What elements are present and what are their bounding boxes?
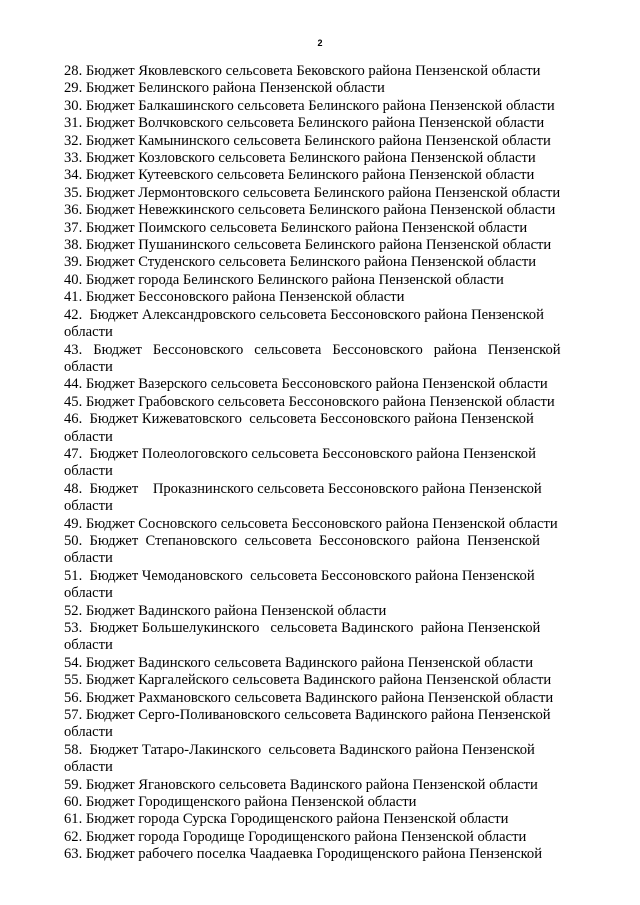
list-item: 56. Бюджет Рахмановского сельсовета Вадинского района Пензенской области xyxy=(64,689,554,706)
budget-list xyxy=(64,63,579,864)
list-item-continuation: области xyxy=(64,550,113,567)
list-item: 40. Бюджет города Белинского Белинского района Пензенской области xyxy=(64,271,504,288)
list-item: 48. Бюджет Проказнинского сельсовета Бессоновского района Пензенской xyxy=(64,480,542,497)
list-item-continuation: области xyxy=(64,498,113,515)
list-item: 29. Бюджет Белинского района Пензенской области xyxy=(64,80,385,97)
list-item: 34. Бюджет Кутеевского сельсовета Белинского района Пензенской области xyxy=(64,167,535,184)
list-item: 31. Бюджет Волчковского сельсовета Белинского района Пензенской области xyxy=(64,115,545,132)
list-item: 37. Бюджет Поимского сельсовета Белинского района Пензенской области xyxy=(64,219,528,236)
list-item: 28. Бюджет Яковлевского сельсовета Бековского района Пензенской области xyxy=(64,63,541,79)
list-item: 35. Бюджет Лермонтовского сельсовета Белинского района Пензенской области xyxy=(64,184,561,201)
list-item: 38. Бюджет Пушанинского сельсовета Белинского района Пензенской области xyxy=(64,237,552,254)
list-item: 57. Бюджет Серго-Поливановского сельсовета Вадинского района Пензенской xyxy=(64,707,551,724)
list-item-continuation: области xyxy=(64,324,113,341)
list-item-continuation: области xyxy=(64,358,113,375)
list-item-continuation: области xyxy=(64,724,113,741)
list-item: 62. Бюджет города Городище Городищенского района Пензенской области xyxy=(64,828,527,845)
list-item: 61. Бюджет города Сурска Городищенского района Пензенской области xyxy=(64,811,509,828)
list-item: 52. Бюджет Вадинского района Пензенской области xyxy=(64,602,387,619)
list-item-continuation: области xyxy=(64,637,113,654)
list-item-continuation: области xyxy=(64,585,113,602)
list-item-continuation: области xyxy=(64,759,113,776)
list-item: 58. Бюджет Татаро-Лакинского сельсовета Вадинского района Пензенской xyxy=(64,741,535,758)
list-item: 60. Бюджет Городищенского района Пензенской области xyxy=(64,794,417,811)
page-number: 2 xyxy=(317,38,323,48)
list-item: 49. Бюджет Сосновского сельсовета Бессоновского района Пензенской области xyxy=(64,515,558,532)
list-item: 30. Бюджет Балкашинского сельсовета Белинского района Пензенской области xyxy=(64,97,555,114)
list-item: 50. Бюджет Степановского сельсовета Бессоновского района Пензенской xyxy=(64,532,540,549)
list-item: 59. Бюджет Ягановского сельсовета Вадинского района Пензенской области xyxy=(64,776,538,793)
list-item: 33. Бюджет Козловского сельсовета Белинского района Пензенской области xyxy=(64,150,536,167)
list-item: 53. Бюджет Большелукинского сельсовета Вадинского района Пензенской xyxy=(64,620,541,636)
list-item: 42. Бюджет Александровского сельсовета Бессоновского района Пензенской xyxy=(64,306,544,323)
list-item: 32. Бюджет Камынинского сельсовета Белинского района Пензенской области xyxy=(64,132,551,149)
list-item: 63. Бюджет рабочего поселка Чаадаевка Городищенского района Пензенской xyxy=(64,846,543,863)
list-item: 46. Бюджет Кижеватовского сельсовета Бессоновского района Пензенской xyxy=(64,411,534,428)
list-item: 55. Бюджет Каргалейского сельсовета Вадинского района Пензенской области xyxy=(64,672,552,689)
list-item-continuation: области xyxy=(64,463,113,480)
list-item: 41. Бюджет Бессоновского района Пензенской области xyxy=(64,289,405,306)
list-item: 44. Бюджет Вазерского сельсовета Бессоновского района Пензенской области xyxy=(64,376,548,393)
list-item-continuation: области xyxy=(64,428,113,445)
list-item: 45. Бюджет Грабовского сельсовета Бессоновского района Пензенской области xyxy=(64,393,555,410)
list-item: 51. Бюджет Чемодановского сельсовета Бессоновского района Пензенской xyxy=(64,567,535,584)
list-item: 39. Бюджет Студенского сельсовета Белинского района Пензенской области xyxy=(64,254,537,271)
list-item: 54. Бюджет Вадинского сельсовета Вадинского района Пензенской области xyxy=(64,654,534,671)
list-item: 43. Бюджет Бессоновского сельсовета Бессоновского района Пензенской xyxy=(64,341,561,358)
list-item: 47. Бюджет Полеологовского сельсовета Бессоновского района Пензенской xyxy=(64,445,536,462)
list-item: 36. Бюджет Невежкинского сельсовета Белинского района Пензенской области xyxy=(64,202,556,219)
